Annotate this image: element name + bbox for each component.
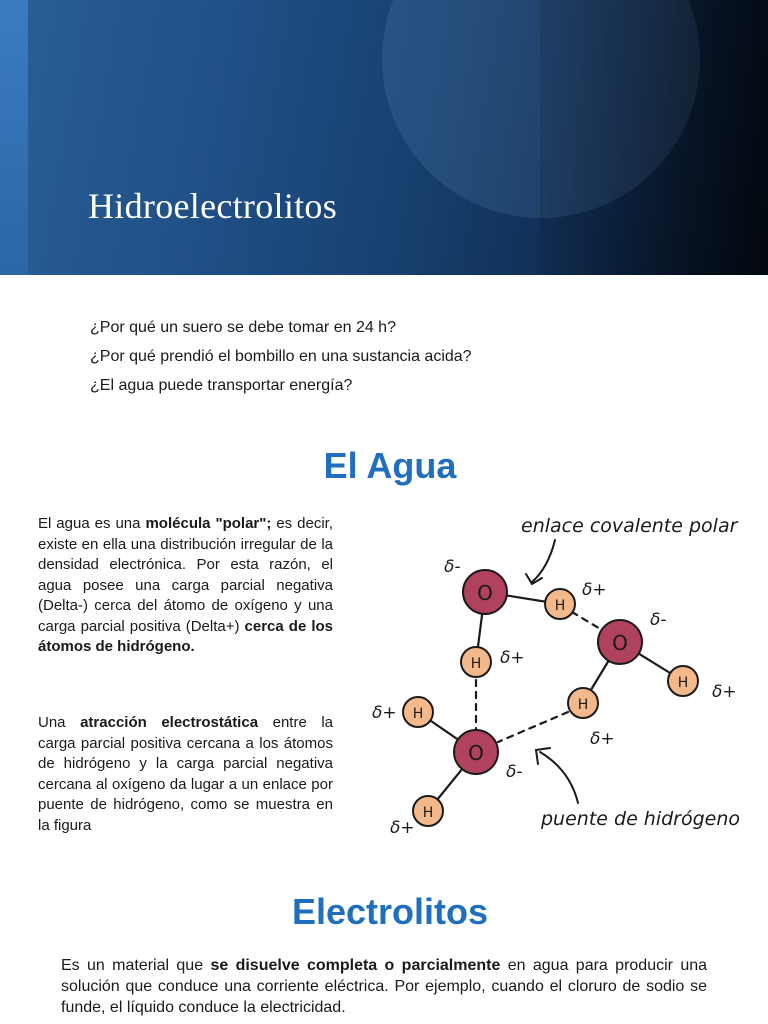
delta-plus-label: δ+ [372, 703, 397, 723]
delta-minus-label: δ- [650, 610, 667, 630]
hydrogen-atom [461, 647, 491, 677]
question-item: ¿El agua puede transportar energía? [90, 377, 353, 394]
bold-run: cerca de los átomos de hidrógeno. [38, 617, 334, 655]
text-run: es decir, existe en ella una distribución irregular de la densidad electrónica. Por esta razón, el agua posee una carga parcial negativa (Delta-) cerca del átomo de oxígeno y una carga parcial positiva (Delta+) [38, 515, 333, 635]
text-run: en agua para producir una solución que conduce una corriente eléctrica. Por ejemplo, cuando el cloruro de sodio se funde, el líquido conduce la electricidad. [61, 957, 708, 1016]
hydrogen-bond-dash [572, 612, 602, 630]
delta-plus-label: δ+ [590, 729, 615, 749]
section-heading-electrolitos: Electrolitos [291, 891, 489, 932]
bold-run: atracción electrostática [80, 714, 259, 731]
hydrogen-atom [413, 796, 443, 826]
covalent-bond-label: enlace covalente polar [521, 515, 738, 537]
slide-title: Hidroelectrolitos [88, 186, 338, 226]
delta-plus-label: δ+ [712, 682, 737, 702]
water-hydrogen-bond-diagram [340, 505, 760, 845]
text-run: El agua es una [38, 515, 146, 532]
banner-dark-band [540, 0, 768, 275]
hydrogen-atom [403, 697, 433, 727]
text-run: entre la carga parcial positiva cercana a los átomos de hidrógeno y la carga parcial negativa cercana al oxígeno da lugar a un enlace por puente de hidrógeno, como se muestra en la figura [38, 714, 334, 834]
hydrogen-atom [568, 688, 598, 718]
text-run: Una [38, 714, 81, 731]
bold-run: se disuelve completa o parcialmente [210, 957, 501, 974]
hbond-label-arrow-head [536, 748, 550, 764]
question-item: ¿Por qué prendió el bombillo en una sustancia acida? [90, 348, 472, 365]
covalent-label-arrow [532, 540, 555, 582]
hbond-label-arrow [540, 752, 578, 803]
agua-paragraph-polar [38, 514, 333, 658]
atom-symbol: H [577, 697, 589, 713]
question-item: ¿Por qué un suero se debe tomar en 24 h? [90, 319, 396, 336]
atom-symbol: O [612, 631, 628, 655]
atom-symbol: H [412, 706, 424, 722]
atom-symbol: O [468, 741, 484, 765]
atom-symbol: H [422, 805, 434, 821]
question-list [90, 313, 472, 400]
title-banner [0, 0, 768, 275]
hydrogen-atom [668, 666, 698, 696]
delta-plus-label: δ+ [390, 818, 415, 838]
bold-run: molécula "polar"; [145, 515, 272, 532]
oxygen-atom [463, 570, 507, 614]
hydrogen-atom [545, 589, 575, 619]
atom-symbol: H [677, 675, 689, 691]
delta-plus-label: δ+ [500, 648, 525, 668]
agua-paragraph-hbond [38, 713, 333, 836]
delta-minus-label: δ- [506, 762, 523, 782]
text-run: Es un material que [61, 957, 211, 974]
atom-symbol: O [477, 581, 493, 605]
atom-symbol: H [554, 598, 566, 614]
atom-symbol: H [470, 656, 482, 672]
oxygen-atom [598, 620, 642, 664]
hydrogen-bond-dash [498, 712, 568, 742]
electrolitos-paragraph [61, 955, 707, 1018]
oxygen-atom [454, 730, 498, 774]
delta-minus-label: δ- [444, 557, 461, 577]
delta-plus-label: δ+ [582, 580, 607, 600]
section-heading-agua: El Agua [323, 445, 457, 486]
hydrogen-bond-label: puente de hidrógeno [541, 808, 741, 830]
banner-accent-edge [0, 0, 28, 275]
